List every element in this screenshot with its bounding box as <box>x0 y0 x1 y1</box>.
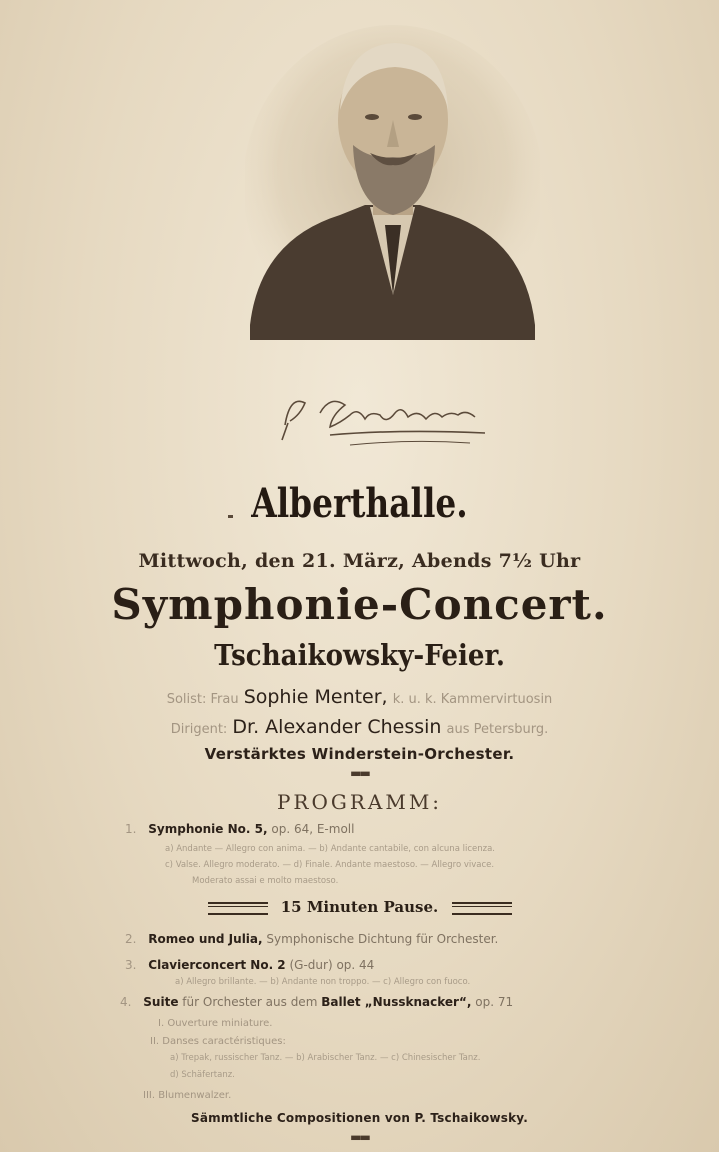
program-item-2 <box>125 932 498 946</box>
item-work-ballet: Ballet „Nussknacker“, <box>321 995 472 1009</box>
item-number: 1. <box>125 822 137 836</box>
subtitle: Tschaikowsky-Feier. <box>214 638 505 672</box>
movement-line: a) Allegro brillante. — b) Andante non troppo. — c) Allegro con fuoco. <box>175 977 471 987</box>
pause-text: 15 Minuten Pause. <box>280 898 439 916</box>
part-text: Blumenwalzer. <box>158 1090 232 1101</box>
divider-dash: ▬▬ <box>350 1130 369 1144</box>
program-item-3 <box>125 958 374 972</box>
program-item-1 <box>125 822 354 836</box>
conductor-label: Dirigent: <box>170 722 228 737</box>
conductor-line <box>0 716 719 738</box>
movement-line: c) Valse. Allegro moderato. — d) Finale. Andante maestoso. — Allegro vivace. <box>165 860 495 870</box>
item-work: Suite <box>143 995 179 1009</box>
suite-part-3 <box>143 1090 231 1101</box>
soloist-label: Solist: Frau <box>166 692 239 707</box>
item-work: Clavierconcert No. 2 <box>148 958 286 972</box>
item-details: (G-dur) op. 44 <box>289 958 375 972</box>
date-line: Mittwoch, den 21. März, Abends 7½ Uhr <box>138 550 581 572</box>
pause-line <box>0 898 719 916</box>
divider-dash: ▬▬ <box>350 766 369 780</box>
part-roman: I. <box>158 1018 165 1029</box>
item-details: op. 64, E-moll <box>271 822 355 836</box>
item-work: Romeo und Julia, <box>148 932 263 946</box>
hall-title: Alberthalle. <box>251 480 468 527</box>
conductor-origin: aus Petersburg. <box>446 722 549 737</box>
soloist-line <box>0 686 719 708</box>
suite-part-2 <box>150 1036 286 1047</box>
conductor-name: Dr. Alexander Chessin <box>232 716 442 738</box>
item-number: 2. <box>125 932 137 946</box>
program-heading: PROGRAMM: <box>276 790 443 814</box>
dance-line: d) Schäfertanz. <box>170 1070 235 1080</box>
portrait-image <box>245 25 540 340</box>
item-work: Symphonie No. 5, <box>148 822 268 836</box>
ornament-bars <box>208 902 268 915</box>
part-text: Ouverture miniature. <box>167 1018 273 1029</box>
part-roman: II. <box>150 1036 160 1047</box>
item-number: 4. <box>120 995 132 1009</box>
footer-line: Sämmtliche Compositionen von P. Tschaikowsky. <box>191 1111 528 1125</box>
orchestra-line: Verstärktes Winderstein-Orchester. <box>204 745 515 763</box>
item-details: op. 71 <box>475 995 514 1009</box>
soloist-title: k. u. k. Kammervirtuosin <box>392 692 553 707</box>
item-number: 3. <box>125 958 137 972</box>
concert-title: Symphonie-Concert. <box>111 580 608 629</box>
movement-line: Moderato assai e molto maestoso. <box>192 876 339 886</box>
part-text: Danses caractéristiques: <box>162 1036 286 1047</box>
suite-part-1 <box>158 1018 272 1029</box>
signature <box>270 385 500 455</box>
dance-line: a) Trepak, russischer Tanz. — b) Arabischer Tanz. — c) Chinesischer Tanz. <box>170 1053 481 1063</box>
program-item-4 <box>120 995 513 1009</box>
movement-line: a) Andante — Allegro con anima. — b) Andante cantabile, con alcuna licenza. <box>165 844 495 854</box>
item-details: für Orchester aus dem <box>182 995 318 1009</box>
item-details: Symphonische Dichtung für Orchester. <box>266 932 499 946</box>
ornament-bars <box>452 902 512 915</box>
part-roman: III. <box>143 1090 156 1101</box>
soloist-name: Sophie Menter, <box>243 686 388 708</box>
